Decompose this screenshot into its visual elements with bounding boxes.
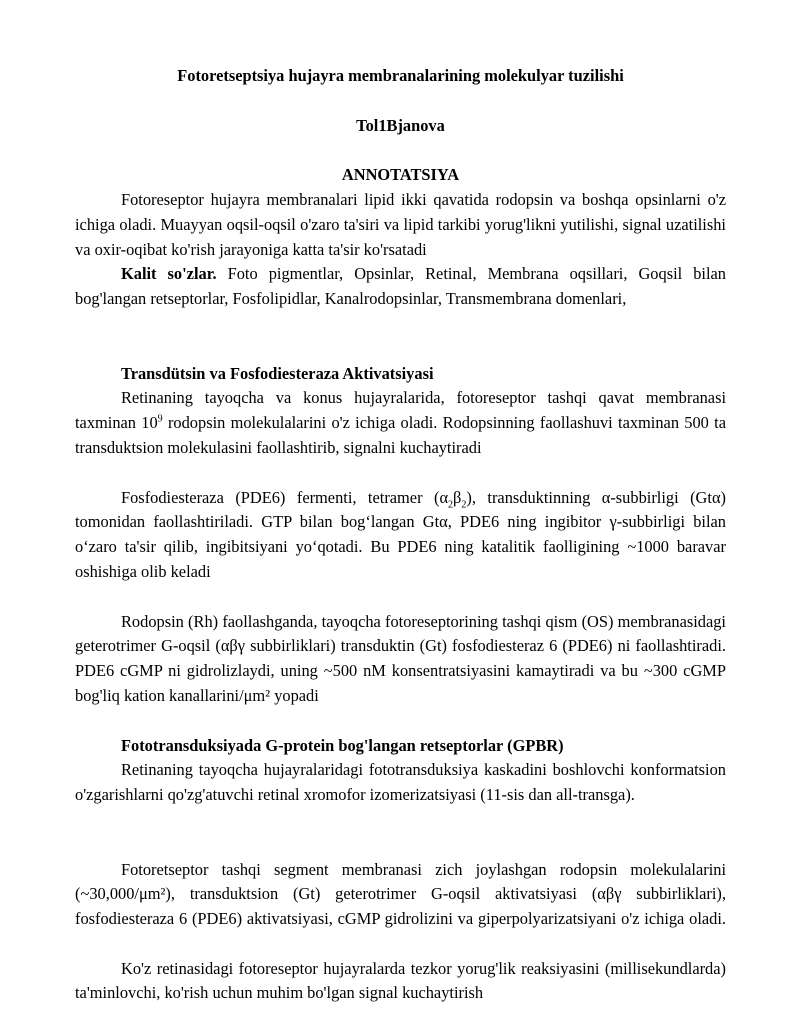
text-segment: β [453, 487, 462, 507]
subscript: 2 [448, 498, 454, 510]
paragraph-rhodopsin-activation: Rodopsin (Rh) faollashganda, tayoqcha fotoreseptorining tashqi qism (OS) membranasidagi geterotrimer G-oqsil (αβγ subbirliklari) transduktin (Gt) fosfodiesteraz 6 (PDE6) ni faollashtiradi. PDE6 cGMP ni gidrolizlaydi, uning ~500 nM konsentratsiyasini kamaytiradi va bu ~300 cGMP bog'liq kation kanallarini/μm² yopadi [75, 611, 726, 705]
section-heading-transducin: Transdütsin va Fosfodiesteraza Aktivatsiyasi [121, 363, 434, 383]
section-heading-gpcr: Fototransduksiyada G-protein bog'langan retseptorlar (GPBR) [121, 735, 564, 755]
document-title: Fotoretseptsiya hujayra membranalarining molekulyar tuzilishi [177, 66, 624, 85]
text-segment: ), transduktinning α-subbirligi (Gtα) tomonidan faollashtiriladi. GTP bilan bog‘langan Gtα, PDE6 ning ingibitor γ-subbirligi bilan o‘zaro ta'sir qilib, ingibitsiyani yo‘qotadi. Bu PDE6 ning katalitik faolligining ~1000 baravar oshishiga olib keladi [75, 487, 726, 581]
paragraph-pde6 [75, 486, 726, 585]
superscript: 9 [157, 413, 163, 425]
paragraph-outer-segment: Fotoretseptor tashqi segment membranasi zich joylashgan rodopsin molekulalarini (~30,000/μm²), transduktsion (Gt) geterotrimer G-oqsil aktivatsiyasi (αβγ subbirliklari), fosfodiesteraza 6 (PDE6) aktivatsiyasi, cGMP gidrolizini va giperpolyarizatsiyani o'z ichiga oladi. [75, 859, 726, 929]
paragraph-isomerization: Retinaning tayoqcha hujayralaridagi fototransduksiya kaskadini boshlovchi konformatsion o'zgarishlarni qo'zg'atuvchi retinal xromofor izomerizatsiyasi (11-sis dan all-transga). [75, 760, 726, 805]
annotation-heading: ANNOTATSIYA [341, 165, 460, 185]
document-body [75, 64, 726, 1006]
paragraph-signal-amplification: Ko'z retinasidagi fotoreseptor hujayralarda tezkor yorug'lik reaksiyasini (millisekundlarda) ta'minlovchi, ko'rish uchun muhim bo'lgan signal kuchaytirish [75, 958, 726, 1003]
keywords-paragraph [75, 262, 726, 312]
text-segment: rodopsin molekulalarini o'z ichiga oladi. Rodopsinning faollashuvi taxminan 500 ta transduktsion molekulasini faollashtirib, signalni kuchaytiradi [75, 413, 726, 457]
keywords-label: Kalit so'zlar. [121, 264, 217, 284]
keywords-text: Foto pigmentlar, Opsinlar, Retinal, Membrana oqsillari, Goqsil bilan bog'langan retseptorlar, Fosfolipidlar, Kanalrodopsinlar, Transmembrana domenlari, [75, 264, 726, 309]
annotation-paragraph: Fotoreseptor hujayra membranalari lipid ikki qavatida rodopsin va boshqa opsinlarni o'z ichiga oladi. Muayyan oqsil-oqsil o'zaro ta'siri va lipid tarkibi yorug'likni yutilishi, signal uzatilishi va oxir-oqibat ko'rish jarayoniga katta ta'sir ko'rsatadi [75, 189, 726, 259]
author-name: Tol1Bjanova [356, 115, 445, 135]
text-segment: Retinaning tayoqcha va konus hujayralarida, fotoreseptor tashqi qavat membranasi taxminan 10 [75, 388, 726, 433]
paragraph-rhodopsin-count [75, 386, 726, 460]
text-segment: Fosfodiesteraza (PDE6) fermenti, tetramer (α [121, 487, 449, 507]
subscript: 2 [461, 498, 467, 510]
